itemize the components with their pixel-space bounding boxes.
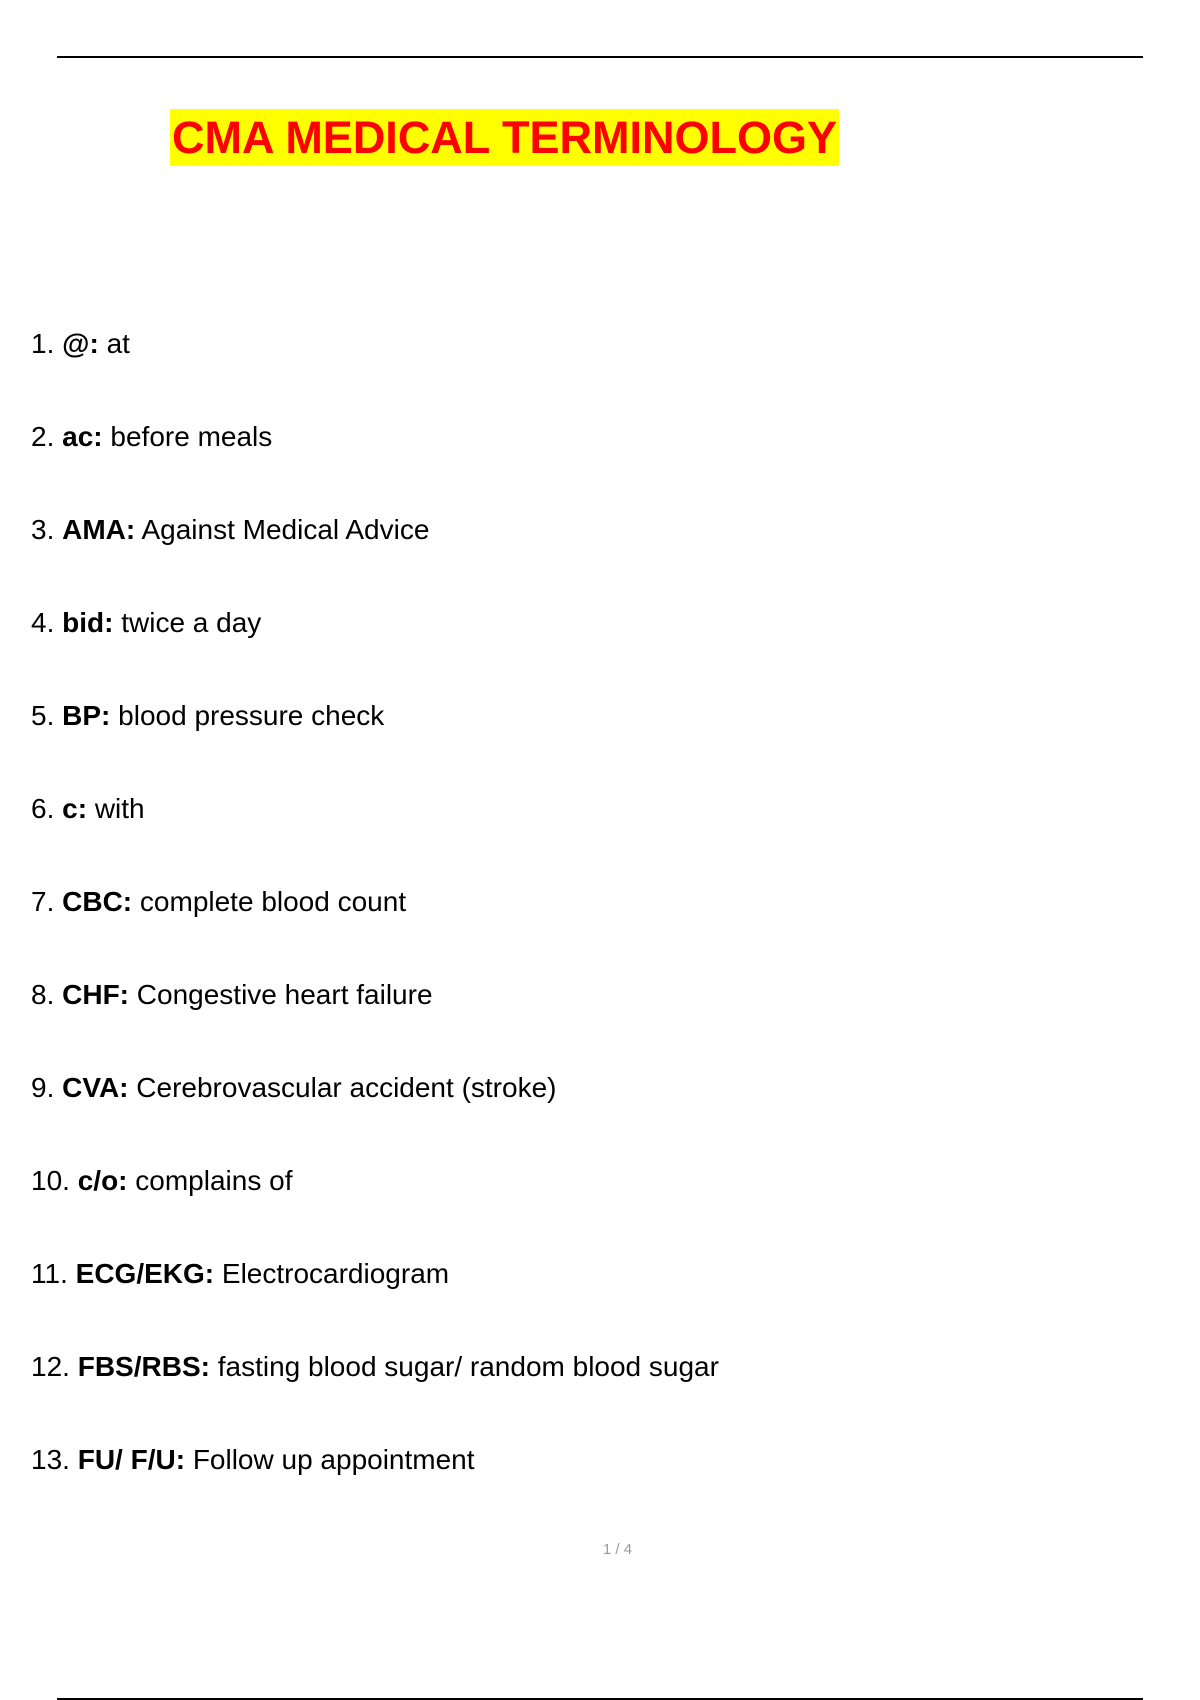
- term-number: 9.: [31, 1072, 55, 1103]
- document-title: CMA MEDICAL TERMINOLOGY: [170, 109, 839, 166]
- term-definition: Follow up appointment: [192, 1444, 475, 1475]
- term-number: 5.: [31, 700, 55, 731]
- term-number: 2.: [31, 421, 55, 452]
- term-abbreviation: @:: [62, 328, 99, 359]
- term-abbreviation: ac:: [62, 421, 103, 452]
- term-definition: twice a day: [121, 607, 262, 638]
- top-divider: [57, 56, 1143, 58]
- list-item: [31, 696, 719, 789]
- term-abbreviation: CVA:: [62, 1072, 129, 1103]
- term-abbreviation: c:: [62, 793, 88, 824]
- term-abbreviation: FU/ F/U:: [77, 1444, 186, 1475]
- term-abbreviation: CBC:: [62, 886, 133, 917]
- term-number: 4.: [31, 607, 55, 638]
- term-number: 1.: [31, 328, 55, 359]
- term-definition: at: [106, 328, 130, 359]
- term-number: 6.: [31, 793, 55, 824]
- term-number: 12.: [31, 1351, 70, 1382]
- term-number: 7.: [31, 886, 55, 917]
- term-definition: with: [94, 793, 145, 824]
- list-item: [31, 975, 719, 1068]
- list-item: [31, 1254, 719, 1347]
- term-definition: blood pressure check: [118, 700, 385, 731]
- term-abbreviation: AMA:: [62, 514, 136, 545]
- term-abbreviation: bid:: [62, 607, 114, 638]
- list-item: [31, 510, 719, 603]
- page-indicator: 1 / 4: [602, 1541, 633, 1558]
- term-definition: Electrocardiogram: [221, 1258, 450, 1289]
- term-abbreviation: BP:: [62, 700, 111, 731]
- term-abbreviation: CHF:: [62, 979, 130, 1010]
- term-number: 10.: [31, 1165, 70, 1196]
- list-item: [31, 417, 719, 510]
- term-definition: complete blood count: [139, 886, 407, 917]
- list-item: [31, 324, 719, 417]
- list-item: [31, 789, 719, 882]
- list-item: [31, 1440, 719, 1533]
- term-number: 3.: [31, 514, 55, 545]
- list-item: [31, 1068, 719, 1161]
- term-definition: Congestive heart failure: [136, 979, 433, 1010]
- term-abbreviation: c/o:: [77, 1165, 128, 1196]
- term-abbreviation: FBS/RBS:: [77, 1351, 210, 1382]
- list-item: [31, 1161, 719, 1254]
- term-definition: fasting blood sugar/ random blood sugar: [217, 1351, 719, 1382]
- term-number: 8.: [31, 979, 55, 1010]
- term-definition: Cerebrovascular accident (stroke): [136, 1072, 557, 1103]
- term-definition: complains of: [135, 1165, 293, 1196]
- list-item: [31, 603, 719, 696]
- list-item: [31, 882, 719, 975]
- title-container: [170, 109, 839, 166]
- term-definition: Against Medical Advice: [141, 514, 430, 545]
- terms-list: [31, 324, 719, 1533]
- term-number: 13.: [31, 1444, 70, 1475]
- term-number: 11.: [31, 1258, 68, 1289]
- list-item: [31, 1347, 719, 1440]
- term-abbreviation: ECG/EKG:: [75, 1258, 215, 1289]
- term-definition: before meals: [110, 421, 273, 452]
